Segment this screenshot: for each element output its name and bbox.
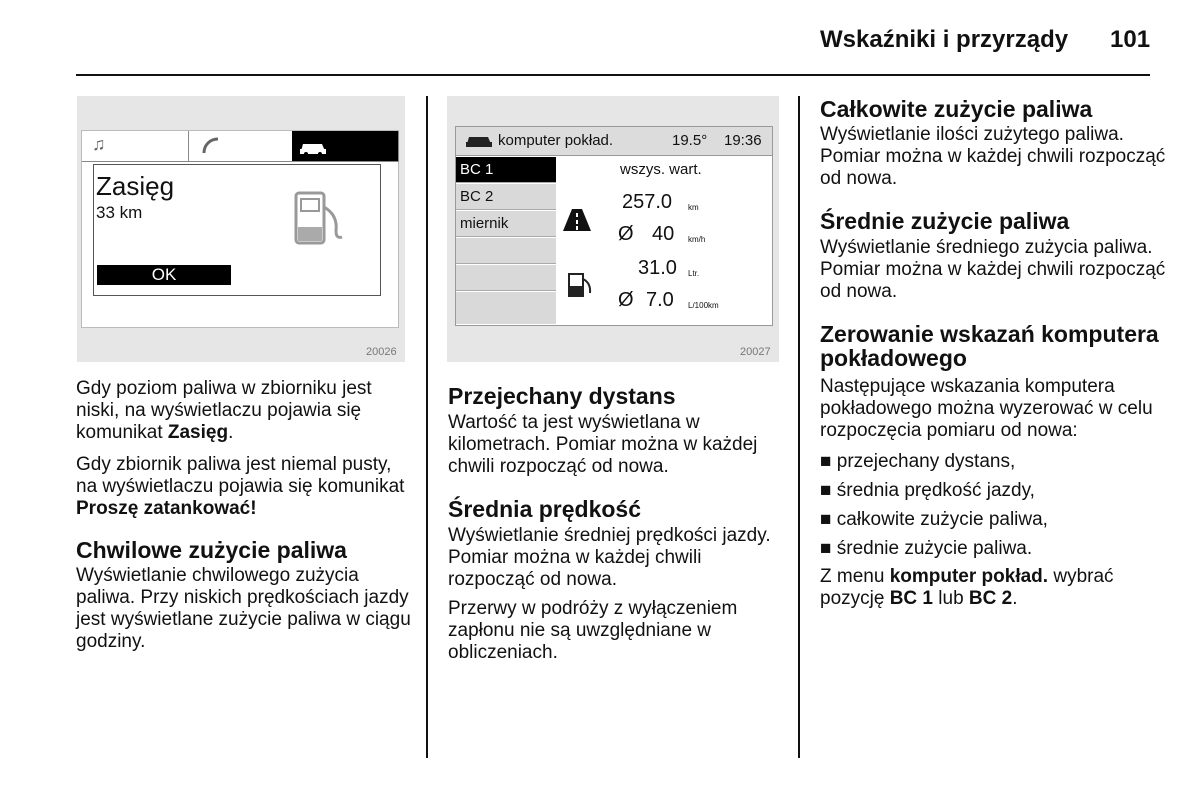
section-heading: Średnie zużycie paliwa (820, 208, 1070, 234)
trip-computer-header (456, 127, 772, 156)
paragraph: Wyświetlanie ilości zużytego paliwa. Pomiar można w każdej chwili rozpocząć od nowa. (820, 124, 1166, 189)
fuel-pump-icon (290, 187, 352, 251)
menu-item-empty (456, 238, 556, 264)
column-divider (798, 96, 800, 758)
ok-button[interactable]: OK (97, 265, 231, 285)
paragraph: Z menu komputer pokład. wybrać pozycję BC 1 lub BC 2. (820, 566, 1114, 609)
section-heading: Średnia prędkość (448, 496, 642, 522)
paragraph: Wyświetlanie średniego zużycia paliwa. Pomiar można w każdej chwili rozpocząć od nowa. (820, 237, 1166, 302)
list-item: ■ całkowite zużycie paliwa, (820, 509, 1048, 530)
paragraph: Gdy zbiornik paliwa jest niemal pusty, na wyświetlaczu pojawia się komunikat Proszę zatankować! (76, 454, 405, 519)
road-icon (562, 207, 592, 233)
trip-computer-screen (455, 126, 773, 326)
fuel-value: 31.0 (638, 257, 677, 279)
section-title: Wskaźniki i przyrządy (820, 26, 1069, 53)
trip-computer-figure (447, 96, 779, 362)
section-heading: Chwilowe zużycie paliwa (76, 537, 347, 563)
fuel-pump-icon (566, 271, 594, 299)
list-item: ■ średnie zużycie paliwa. (820, 538, 1033, 559)
paragraph: Gdy poziom paliwa w zbiorniku jest niski, na wyświetlaczu pojawia się komunikat Zasięg. (76, 378, 372, 443)
paragraph: Następujące wskazania komputera pokładowego można wyzerować w celu rozpoczęcia pomiaru od nowa: (820, 376, 1153, 441)
car-icon (464, 132, 494, 150)
range-message-box (93, 164, 381, 296)
tab-vehicle (292, 131, 399, 162)
speed-symbol: Ø (618, 223, 634, 245)
speed-unit: km/h (688, 235, 706, 244)
menu-item-empty (456, 265, 556, 291)
range-display-figure (77, 96, 405, 362)
section-heading: Zerowanie wskazań komputera pokładowego (820, 321, 1159, 371)
temperature: 19.5° (672, 132, 708, 149)
music-note-icon: ♫ (92, 134, 106, 154)
list-item: ■ średnia prędkość jazdy, (820, 480, 1035, 501)
speed-value: 40 (652, 223, 675, 245)
paragraph: Przerwy w podróży z wyłączeniem zapłonu nie są uwzględniane w obliczeniach. (448, 598, 738, 663)
paragraph: Wartość ta jest wyświetlana w kilometrach. Pomiar można w każdej chwili rozpocząć od nowa. (448, 412, 758, 477)
range-message-value: 33 km (96, 203, 143, 222)
menu-item-empty (456, 292, 556, 324)
column-divider (426, 96, 428, 758)
header-rule (76, 74, 1150, 76)
page-number: 101 (1110, 26, 1151, 53)
avg-symbol: Ø (618, 289, 634, 311)
clock: 19:36 (724, 132, 762, 149)
tab-audio (82, 131, 189, 162)
avg-value: 7.0 (646, 289, 674, 311)
header-label: komputer pokład. (498, 132, 614, 149)
menu-item-gauge[interactable]: miernik (456, 211, 556, 237)
figure-id: 20026 (366, 346, 397, 358)
section-heading: Przejechany dystans (448, 383, 676, 409)
car-icon (298, 137, 328, 157)
section-heading: Całkowite zużycie paliwa (820, 96, 1093, 122)
paragraph: Wyświetlanie chwilowego zużycia paliwa. Przy niskich prędkościach jazdy jest wyświetlane zużycie paliwa w ciągu godziny. (76, 565, 411, 652)
all-values-label: wszys. wart. (620, 161, 702, 178)
paragraph: Wyświetlanie średniej prędkości jazdy. Pomiar można w każdej chwili rozpocząć od nowa. (448, 525, 771, 590)
figure-id: 20027 (740, 346, 771, 358)
phone-icon (200, 135, 222, 157)
tab-phone (188, 131, 293, 162)
avg-unit: L/100km (688, 301, 719, 310)
distance-value: 257.0 (622, 191, 673, 213)
distance-unit: km (688, 203, 699, 212)
fuel-unit: Ltr. (688, 269, 700, 278)
range-message-title: Zasięg (96, 171, 175, 201)
menu-item-bc1[interactable]: BC 1 (456, 157, 556, 183)
menu-item-bc2[interactable]: BC 2 (456, 184, 556, 210)
list-item: ■ przejechany dystans, (820, 451, 1016, 472)
